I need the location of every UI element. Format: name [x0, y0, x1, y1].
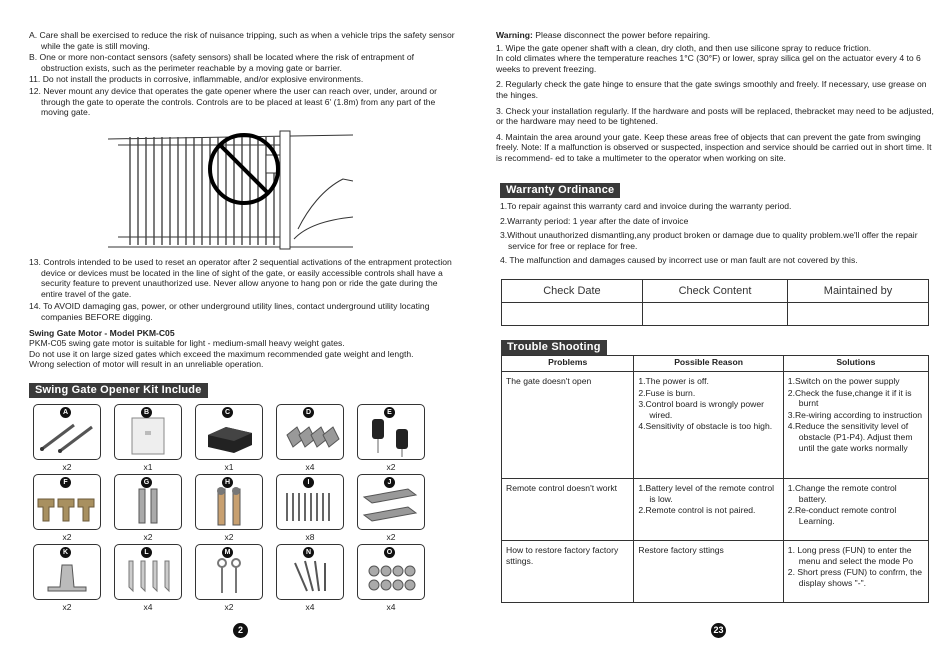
warning-line — [496, 30, 936, 41]
kit-item — [114, 404, 182, 474]
ts-solution-item: 1. Long press (FUN) to enter the menu and select the mode Po — [787, 545, 913, 566]
kit-item — [276, 404, 344, 474]
safety-para-14: 14. To AVOID damaging gas, power, or other underground utility lines, contact underground utility locating companies BEFORE digging. — [29, 301, 430, 322]
kit-item-qty: x2 — [62, 462, 72, 472]
kit-item — [276, 544, 344, 614]
ts-solutions — [783, 372, 928, 479]
kit-item — [357, 474, 425, 544]
ts-reason-item: 1.The power is off. — [638, 376, 709, 386]
kit-item — [33, 404, 101, 474]
kit-item-letter: O — [384, 547, 395, 558]
kit-item-qty: x2 — [62, 532, 72, 542]
kit-item-box — [114, 544, 182, 600]
kit-item-qty: x2 — [143, 532, 153, 542]
kit-item — [114, 474, 182, 544]
kit-item — [195, 474, 263, 544]
kit-item-qty: x1 — [224, 462, 234, 472]
kit-item-letter: G — [141, 477, 152, 488]
kit-item-box — [195, 474, 263, 530]
warning-label: Warning: — [496, 30, 533, 40]
warranty-term-4: 4. The malfunction and damages caused by incorrect use or man fault are not covered by this. — [500, 255, 858, 266]
kit-item-box — [276, 544, 344, 600]
kit-item-letter: C — [222, 407, 233, 418]
kit-item-letter: N — [303, 547, 314, 558]
kit-item-box — [33, 544, 101, 600]
kit-item-qty: x4 — [143, 602, 153, 612]
kit-item-qty: x2 — [386, 532, 396, 542]
right-page — [480, 0, 950, 659]
ts-solution-item: 1.Change the remote control battery. — [787, 483, 897, 504]
kit-item-qty: x2 — [386, 462, 396, 472]
kit-item — [276, 474, 344, 544]
warranty-header-label: Warranty Ordinance — [500, 183, 620, 198]
trouble-shooting-header — [501, 337, 607, 355]
warranty-table-header-row — [502, 280, 929, 303]
left-page — [0, 0, 470, 659]
ts-reasons — [634, 541, 783, 603]
safety-para-13: 13. Controls intended to be used to reset an operator after 2 sequential activations of the entrapment protection device or devices must be located in the line of sight of the gate, or easily accessible controls shall have a security feature to prevent unauthorized use. Never allow anyone to hang pon or ride the gate during the entire travel of the gate. — [29, 257, 452, 299]
warranty-check-table — [501, 279, 929, 326]
ts-reason-item: Restore factory sttings — [638, 545, 724, 555]
motor-title: Swing Gate Motor - Model PKM-C05 — [29, 327, 175, 338]
safety-paragraphs — [29, 30, 457, 118]
ts-col-possible-reason: Possible Reason — [634, 356, 783, 372]
trouble-shooting-header-label: Trouble Shooting — [501, 340, 607, 355]
safety-para-12: 12. Never mount any device that operates the gate opener where the user can reach over, under, around or through the gate to operate the controls. Controls are to be placed at least 6' (1.8m) from any part of the moving gate. — [29, 85, 437, 118]
kit-item-letter: I — [303, 477, 314, 488]
ts-solutions — [783, 541, 928, 603]
ts-solution-item: 2.Check the fuse,change it if it is burnt — [787, 387, 912, 409]
kit-item-qty: x1 — [143, 462, 153, 472]
kit-item-qty: x2 — [224, 532, 234, 542]
ts-solution-item: 4.Reduce the sensitivity level of obstacle (P1-P4). Adjust them until the gate works normally — [787, 421, 913, 453]
kit-item-box — [276, 474, 344, 530]
kit-item-qty: x4 — [305, 602, 315, 612]
kit-item-box — [114, 404, 182, 460]
ts-reason-item: 2.Fuse is burn. — [638, 387, 696, 398]
ts-solution-item: 1.Switch on the power supply — [787, 376, 900, 386]
ts-reason-item: 4.Sensitivity of obstacle is too high. — [638, 421, 773, 432]
warranty-term-1: 1.To repair against this warranty card and invoice during the warranty period. — [500, 201, 792, 211]
ts-reason-item: 3.Control board is wrongly power wired. — [638, 399, 764, 420]
kit-item-letter: L — [141, 547, 152, 558]
kit-item-box — [195, 404, 263, 460]
ts-reasons — [634, 372, 783, 479]
kit-item — [195, 404, 263, 474]
warranty-col-check-date: Check Date — [502, 280, 643, 303]
warranty-term-3: 3.Without unauthorized dismantling,any product broken or damage due to quality problem.we'll offer the repair service for free or replace for free. — [500, 230, 918, 251]
maint-2: 2. Regularly check the gate hinge to ensure that the gate swings smoothly and freely. If necessary, use grease on the hinges. — [496, 79, 927, 100]
ts-col-solutions: Solutions — [783, 356, 928, 372]
trouble-shooting-table — [501, 355, 929, 603]
ts-row — [502, 479, 929, 541]
page-number-right: 23 — [711, 623, 726, 638]
kit-item — [33, 474, 101, 544]
motor-line-3: Wrong selection of motor will result in an unreliable operation. — [29, 359, 264, 370]
kit-item — [357, 544, 425, 614]
kit-header — [29, 380, 208, 398]
warranty-terms — [500, 201, 936, 266]
warranty-term-2: 2.Warranty period: 1 year after the date of invoice — [500, 215, 689, 226]
kit-item-qty: x2 — [224, 602, 234, 612]
maint-1b: In cold climates where the temperature reaches 1°C (30°F) or lower, spray silica gel on the actuator every 4 to 6 weeks to prevent freezing. — [496, 53, 921, 74]
kit-item-letter: B — [141, 407, 152, 418]
ts-reason-item: 2.Remote control is not paired. — [638, 505, 756, 516]
kit-item-letter: H — [222, 477, 233, 488]
kit-item-box — [357, 404, 425, 460]
warranty-col-check-content: Check Content — [642, 280, 787, 303]
kit-item-box — [195, 544, 263, 600]
ts-problem: The gate doesn't open — [502, 372, 634, 479]
maint-1a: 1. Wipe the gate opener shaft with a clean, dry cloth, and then use silicone spray to reduce friction. — [496, 42, 871, 53]
safety-para-11: 11. Do not install the products in corrosive, inflammable, and/or explosive environments. — [29, 74, 364, 85]
kit-item-letter: M — [222, 547, 233, 558]
ts-solution-item: 2.Re-conduct remote control Learning. — [787, 505, 897, 526]
maint-3: 3. Check your installation regularly. If the hardware and posts will be replaced, thebracket may need to be adjusted, or the hardware may need to be tightened. — [496, 105, 934, 127]
ts-problem: Remote control doesn't workt — [502, 479, 634, 541]
no-reach-through-gate-icon — [108, 129, 353, 255]
ts-solution-item: 3.Re-wiring according to instruction — [787, 409, 923, 420]
kit-item — [114, 544, 182, 614]
warranty-col-maintained-by: Maintained by — [788, 280, 929, 303]
kit-item-qty: x2 — [62, 602, 72, 612]
kit-item-box — [33, 474, 101, 530]
kit-item-box — [357, 474, 425, 530]
ts-reasons — [634, 479, 783, 541]
warranty-table-blank-row — [502, 303, 929, 326]
kit-item-box — [276, 404, 344, 460]
safety-para-b: B. One or more non-contact sensors (safety sensors) shall be located where the risk of entrapment of obstruction exists, such as the perimeter reachable by a moving gate or barrier. — [29, 52, 414, 73]
warranty-cell[interactable] — [642, 303, 787, 326]
kit-item-letter: F — [60, 477, 71, 488]
ts-row — [502, 372, 929, 479]
kit-item — [33, 544, 101, 614]
safety-para-a: A. Care shall be exercised to reduce the risk of nuisance tripping, such as when a vehicle trips the safety sensor while the gate is still moving. — [29, 30, 455, 51]
ts-row — [502, 541, 929, 603]
ts-col-problems: Problems — [502, 356, 634, 372]
maintenance-section — [496, 30, 936, 164]
warranty-header — [500, 180, 620, 198]
kit-grid — [33, 404, 445, 614]
kit-item-box — [114, 474, 182, 530]
warranty-cell[interactable] — [502, 303, 643, 326]
kit-item-letter: D — [303, 407, 314, 418]
kit-item-qty: x8 — [305, 532, 315, 542]
ts-solutions — [783, 479, 928, 541]
kit-item-box — [357, 544, 425, 600]
ts-problem: How to restore factory factory sttings. — [502, 541, 634, 603]
ts-solution-item: 2. Short press (FUN) to confrm, the display shows "-". — [787, 567, 922, 588]
ts-reason-item: 1.Battery level of the remote control is low. — [638, 483, 775, 504]
kit-item-qty: x4 — [305, 462, 315, 472]
kit-header-label: Swing Gate Opener Kit Include — [29, 383, 208, 398]
warranty-cell[interactable] — [788, 303, 929, 326]
kit-item — [357, 404, 425, 474]
kit-item-letter: A — [60, 407, 71, 418]
kit-item-letter: K — [60, 547, 71, 558]
kit-item — [195, 544, 263, 614]
ts-header-row — [502, 356, 929, 372]
safety-paragraphs-2 — [29, 257, 457, 370]
motor-line-2: Do not use it on large sized gates which exceed the maximum recommended gate weight and length. — [29, 348, 414, 359]
kit-item-qty: x4 — [386, 602, 396, 612]
kit-item-box — [33, 404, 101, 460]
warning-text: Please disconnect the power before repairing. — [532, 30, 711, 40]
gate-illustration — [108, 129, 353, 255]
kit-item-letter: E — [384, 407, 395, 418]
maint-4: 4. Maintain the area around your gate. Keep these areas free of objects that can prevent the gate from swinging freely. Note: If a malfunction is observed or suspected, inspection and service should be carried out in short time. It is recommend- ed to take a multimeter to the operator when working on site. — [496, 131, 932, 163]
motor-line-1: PKM-C05 swing gate motor is suitable for light - medium-small heavy weight gates. — [29, 338, 345, 349]
kit-item-letter: J — [384, 477, 395, 488]
page-number-left: 2 — [233, 623, 248, 638]
